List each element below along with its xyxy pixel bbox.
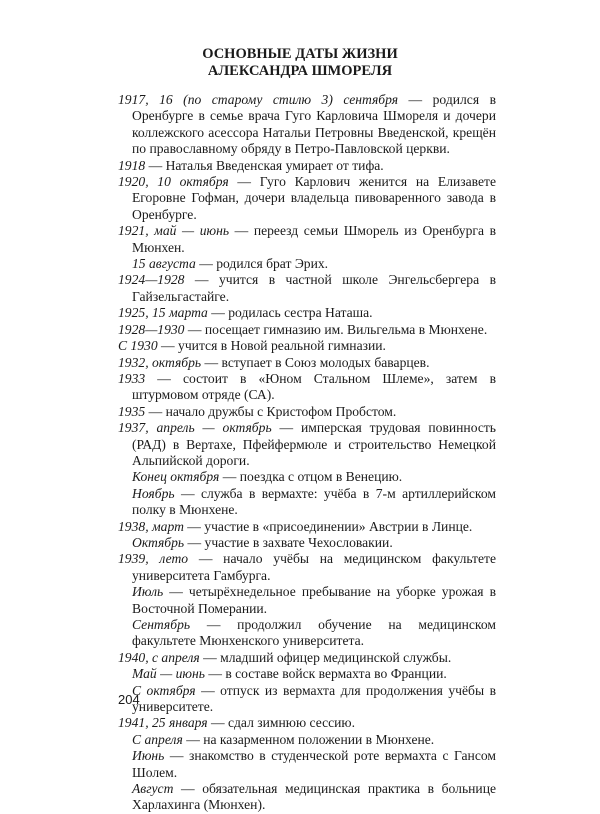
entry-text: — в составе войск вермахта во Франции.: [204, 666, 447, 682]
entry-date: С октября: [132, 682, 196, 698]
chronology-entry: [118, 404, 496, 420]
entry-text: — продолжил обучение на медицинском факультете Мюнхенского университета.: [132, 617, 496, 649]
entry-date: 1938, март: [118, 518, 184, 534]
chronology-subentry: [118, 732, 496, 748]
entry-text: — учится в Новой реальной гимназии.: [157, 338, 386, 354]
title-line-2: АЛЕКСАНДРА ШМОРЕЛЯ: [207, 63, 393, 79]
chronology-entry: [118, 322, 496, 338]
title-line-1: ОСНОВНЫЕ ДАТЫ ЖИЗНИ: [202, 46, 398, 62]
entry-date: Август: [132, 781, 174, 797]
chronology-subentry: [118, 617, 496, 650]
entry-date: 1921, май — июнь: [118, 223, 230, 239]
entry-date: 1924—1928: [118, 272, 185, 288]
entry-date: 1939, лето: [118, 551, 189, 567]
chronology-entry: [118, 272, 496, 305]
entry-text: — Гуго Карлович женится на Елизавете Егоровне Гофман, дочери владельца пивоваренного завода в Оренбурге.: [132, 174, 496, 222]
entry-text: — начало дружбы с Кристофом Пробстом.: [145, 403, 397, 419]
entry-date: Ноябрь: [132, 485, 175, 501]
entry-text: — знакомство в студенческой роте вермахта с Гансом Шолем.: [132, 748, 496, 780]
entry-text: — посещает гимназию им. Вильгельма в Мюнхене.: [184, 321, 488, 337]
entry-text: — служба в вермахте: учёба в 7-м артиллерийском полку в Мюнхене.: [132, 485, 496, 518]
page-title: [0, 46, 600, 80]
entry-text: — имперская трудовая повинность (РАД) в Вертахе, Пфейфермюле и строительство Немецкой Альпийской дороги.: [132, 420, 497, 468]
chronology-subentry: [118, 256, 496, 272]
chronology-subentry: [118, 781, 496, 814]
entry-date: С 1930: [118, 338, 158, 354]
entry-date: Конец октября: [132, 469, 220, 485]
entry-text: — поездка с отцом в Венецию.: [219, 469, 403, 485]
chronology-entry: [118, 355, 496, 371]
entry-text: — начало учёбы на медицинском факультете университета Гамбурга.: [132, 551, 496, 583]
entry-date: 1935: [118, 403, 146, 419]
chronology-subentry: [118, 683, 496, 716]
page-number: 204: [118, 692, 140, 707]
chronology-entry: [118, 715, 496, 731]
chronology-list: [118, 92, 496, 814]
entry-text: — младший офицер медицинской службы.: [199, 649, 452, 665]
chronology-entry: [118, 92, 496, 158]
chronology-entry: [118, 420, 496, 469]
entry-date: Июнь: [132, 748, 165, 764]
entry-text: — состоит в «Юном Стальном Шлеме», затем в штурмовом отряде (СА).: [132, 370, 496, 403]
chronology-subentry: [118, 666, 496, 682]
entry-date: 1941, 25 января: [118, 715, 208, 731]
entry-text: — отпуск из вермахта для продолжения учёбы в университете.: [132, 682, 496, 715]
entry-text: — родился брат Эрих.: [195, 256, 329, 272]
chronology-entry: [118, 551, 496, 584]
entry-date: 1940, с апреля: [118, 649, 200, 665]
entry-text: — учится в частной школе Энгельсбергера в Гайзельгастайге.: [132, 272, 496, 304]
entry-date: 1917, 16 (по старому стилю 3) сентября: [118, 92, 399, 107]
entry-date: 1925, 15 марта: [118, 305, 208, 321]
entry-text: — обязательная медицинская практика в больнице Харлахинга (Мюнхен).: [132, 781, 496, 813]
entry-date: 1918: [118, 157, 146, 173]
entry-text: — участие в захвате Чехословакии.: [184, 534, 393, 550]
chronology-entry: [118, 338, 496, 354]
chronology-entry: [118, 519, 496, 535]
entry-date: 1937, апрель — октябрь: [118, 420, 272, 436]
entry-date: С апреля: [132, 731, 183, 747]
entry-date: 1932, октябрь: [118, 354, 202, 370]
chronology-subentry: [118, 486, 496, 519]
chronology-subentry: [118, 535, 496, 551]
chronology-entry: [118, 305, 496, 321]
entry-text: — участие в «присоединении» Австрии в Линце.: [183, 518, 473, 534]
entry-date: 1928—1930: [118, 321, 185, 337]
chronology-entry: [118, 650, 496, 666]
chronology-subentry: [118, 748, 496, 781]
chronology-subentry: [118, 469, 496, 485]
entry-date: Июль: [132, 584, 164, 600]
entry-date: 1933: [118, 370, 146, 386]
entry-text: — на казарменном положении в Мюнхене.: [182, 731, 435, 747]
entry-text: — вступает в Союз молодых баварцев.: [201, 354, 430, 370]
entry-text: — переезд семьи Шморель из Оренбурга в Мюнхен.: [132, 223, 496, 255]
entry-date: Сентябрь: [132, 617, 191, 632]
entry-text: — родилась сестра Наташа.: [207, 305, 373, 321]
entry-text: — четырёхнедельное пребывание на уборке урожая в Восточной Померании.: [132, 584, 496, 616]
entry-date: Октябрь: [132, 534, 185, 550]
chronology-entry: [118, 223, 496, 256]
chronology-subentry: [118, 584, 496, 617]
chronology-entry: [118, 158, 496, 174]
entry-date: 1920, 10 октября: [118, 174, 229, 190]
entry-date: Май — июнь: [132, 666, 205, 682]
entry-text: — Наталья Введенская умирает от тифа.: [145, 157, 384, 173]
entry-text: — сдал зимнюю сессию.: [207, 715, 355, 731]
chronology-entry: [118, 174, 496, 223]
chronology-entry: [118, 371, 496, 404]
entry-date: 15 августа: [132, 256, 196, 272]
entry-text: — родился в Оренбурге в семье врача Гуго Карловича Шмореля и дочери коллежского асессора Натальи Петровны Введенской, крещён по православному обряду в Петро-Павловской церкви.: [132, 92, 496, 157]
